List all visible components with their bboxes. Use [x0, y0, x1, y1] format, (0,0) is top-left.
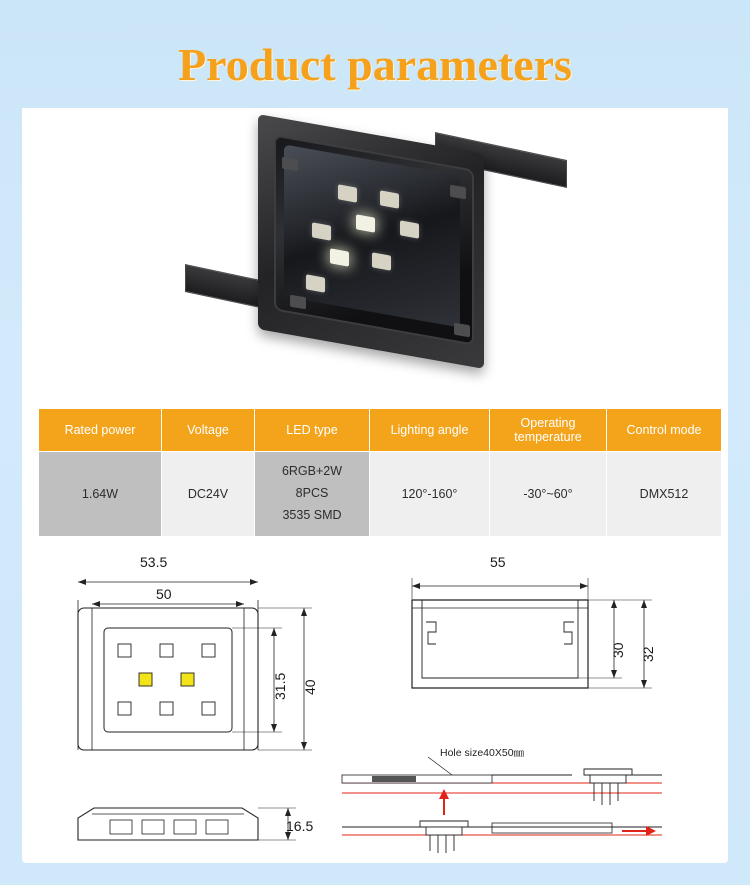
led-chip-2 — [380, 190, 399, 208]
led-type-line-2: 8PCS — [295, 486, 329, 501]
cross-section-drawing — [392, 560, 692, 720]
led-chip-5 — [312, 222, 331, 240]
led-chip-3 — [356, 214, 375, 232]
label-top-width-outer: 53.5 — [140, 554, 168, 570]
led-type-line-1: 6RGB+2W — [281, 464, 343, 479]
header-voltage: Voltage — [162, 409, 255, 452]
content-card — [22, 108, 728, 863]
cell-voltage: DC24V — [162, 452, 255, 537]
header-operating-temperature: Operating temperature — [490, 409, 607, 452]
spec-table-header-row — [39, 409, 722, 452]
label-section-height-inner: 30 — [610, 642, 626, 658]
led-chip-6 — [330, 248, 349, 266]
technical-drawings — [22, 554, 728, 860]
led-chip-4 — [400, 220, 419, 238]
label-top-width-inner: 50 — [156, 586, 172, 602]
housing-clip-br — [454, 323, 470, 338]
spec-table-wrap — [38, 408, 712, 537]
led-chip-7 — [372, 252, 391, 270]
housing-clip-tl — [282, 157, 298, 172]
led-module-illustration — [230, 128, 520, 378]
housing-clip-bl — [290, 295, 306, 310]
led-chip-1 — [338, 184, 357, 202]
label-section-height-outer: 32 — [640, 646, 656, 662]
top-view-drawing — [42, 560, 372, 790]
label-section-width: 55 — [490, 554, 506, 570]
cell-control-mode: DMX512 — [607, 452, 722, 537]
header-rated-power: Rated power — [39, 409, 162, 452]
label-side-height: 16.5 — [286, 818, 314, 834]
header-led-type: LED type — [255, 409, 370, 452]
label-top-height-inner: 31.5 — [272, 672, 288, 700]
hole-size-note: Hole size40X50㎜ — [440, 747, 525, 759]
cell-lighting-angle: 120°-160° — [370, 452, 490, 537]
led-chip-8 — [306, 274, 325, 292]
led-type-line-3: 3535 SMD — [282, 507, 342, 522]
table-row — [39, 452, 722, 537]
housing-clip-tr — [450, 185, 466, 200]
header-lighting-angle: Lighting angle — [370, 409, 490, 452]
cell-operating-temperature: -30°~60° — [490, 452, 607, 537]
spec-table — [38, 408, 722, 537]
page-title: Product parameters — [178, 39, 572, 90]
cell-led-type — [255, 452, 370, 537]
label-top-height-outer: 40 — [302, 679, 318, 695]
header-control-mode: Control mode — [607, 409, 722, 452]
product-photo — [22, 108, 728, 396]
module-lens — [284, 144, 460, 327]
cell-rated-power: 1.64W — [39, 452, 162, 537]
